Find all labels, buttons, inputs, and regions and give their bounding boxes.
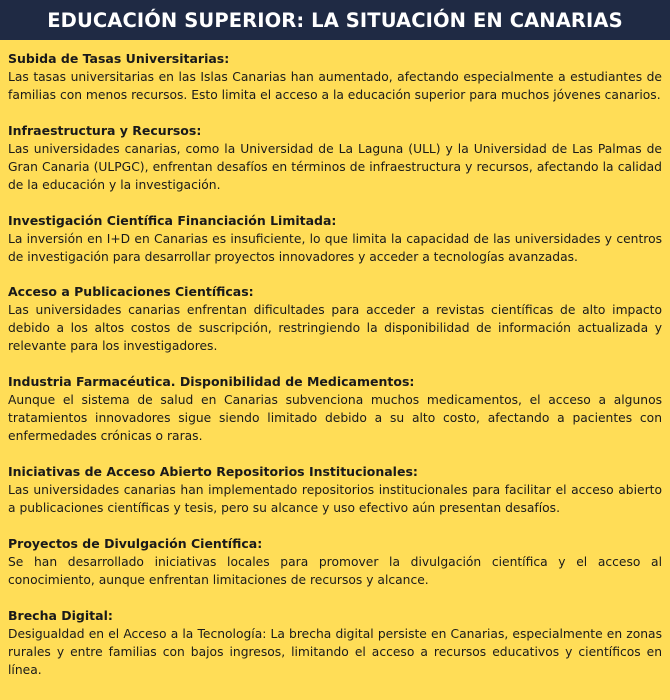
section-divulgacion [8,535,662,589]
section-body: Las universidades canarias, como la Universidad de La Laguna (ULL) y la Universidad de Las Palmas de Gran Canaria (ULPGC), enfrentan desafíos en términos de infraestructura y recursos, afectando la calidad de la educación y la investigación. [8,141,662,192]
section-heading: Iniciativas de Acceso Abierto Repositorios Institucionales: [8,463,418,479]
section-heading: Brecha Digital: [8,607,113,623]
section-body: La inversión en I+D en Canarias es insuficiente, lo que limita la capacidad de las universidades y centros de investigación para desarrollar proyectos innovadores y acceder a tecnologías avanzadas. [8,231,662,264]
section-heading: Investigación Científica Financiación Limitada: [8,212,337,228]
section-body: Las universidades canarias enfrentan dificultades para acceder a revistas científicas de alto impacto debido a los altos costos de suscripción, restringiendo la disponibilidad de información actualizada y relevante para los investigadores. [8,303,662,354]
section-heading: Industria Farmacéutica. Disponibilidad de Medicamentos: [8,374,415,390]
section-body: Las universidades canarias han implementado repositorios institucionales para facilitar el acceso abierto a publicaciones científicas y tesis, pero su alcance y uso efectivo aún presentan desafíos. [8,482,662,515]
section-heading: Subida de Tasas Universitarias: [8,51,230,66]
page-title: EDUCACIÓN SUPERIOR: LA SITUACIÓN EN CANARIAS [47,8,623,32]
section-heading: Acceso a Publicaciones Científicas: [8,284,254,300]
section-body: Desigualdad en el Acceso a la Tecnología: La brecha digital persiste en Canarias, especialmente en zonas rurales y entre familias con bajos ingresos, limitando el acceso a recursos educativos y científicos en línea. [8,626,662,677]
section-acceso-abierto [8,463,662,517]
section-brecha-digital [8,607,662,679]
section-body: Aunque el sistema de salud en Canarias subvenciona muchos medicamentos, el acceso a algunos tratamientos innovadores sigue siendo limitado debido a su alto costo, afectando a pacientes con enfermedades crónicas o raras. [8,393,662,444]
section-farmaceutica [8,373,662,445]
section-heading: Infraestructura y Recursos: [8,122,202,138]
section-investigacion [8,212,662,266]
content-area [0,40,670,679]
section-tasas [8,50,662,104]
title-banner [0,0,670,40]
section-heading: Proyectos de Divulgación Científica: [8,535,263,551]
section-body: Se han desarrollado iniciativas locales para promover la divulgación científica y el acceso al conocimiento, aunque enfrentan limitaciones de recursos y alcance. [8,554,662,587]
section-body: Las tasas universitarias en las Islas Canarias han aumentado, afectando especialmente a estudiantes de familias con menos recursos. Esto limita el acceso a la educación superior para muchos jóvenes canarios. [8,70,662,102]
section-infraestructura [8,122,662,194]
section-publicaciones [8,283,662,355]
